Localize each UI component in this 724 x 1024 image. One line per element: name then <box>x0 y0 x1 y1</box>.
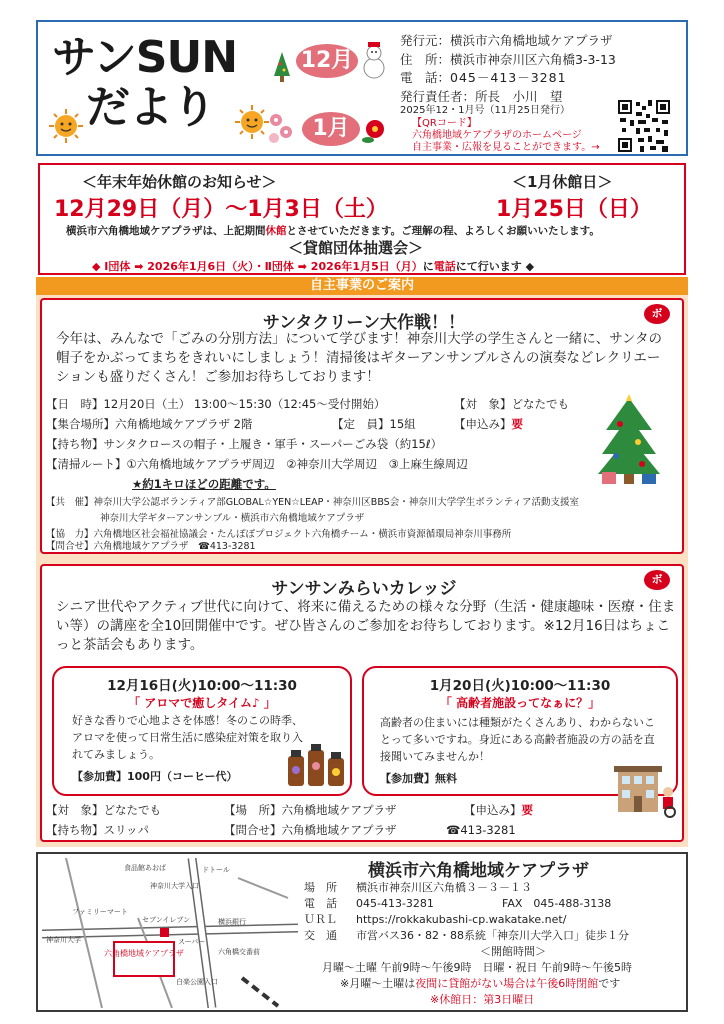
logo-line1: サンSUN <box>52 32 238 83</box>
footer-url-label: ＵＲＬ <box>304 913 337 926</box>
santa-date: 【日 時】12月20日（土） 13:00～15:30（12:45～受付開始） <box>46 397 386 411</box>
apology-pre: 横浜市六角橋地域ケアプラザは、上記期間 <box>66 225 266 237</box>
college-place: 【場 所】六角橋地域ケアプラザ <box>224 803 397 817</box>
footer-note-red: 夜間に貸館がない場合は午後6時閉館 <box>415 977 599 990</box>
lottery-end: にて行います ◆ <box>455 260 535 273</box>
footer-transit-label: 交 通 <box>304 929 337 942</box>
session-aroma <box>52 666 352 796</box>
session-aroma-fee <box>72 768 238 785</box>
sun-icon <box>48 108 84 144</box>
map-bank-label: 横浜銀行 <box>218 918 246 926</box>
session-aroma-fee-label: 【参加費】 <box>72 770 127 783</box>
session-facility-body: 高齢者の住まいには種類がたくさんあり、わからないことって多いですね。身近にある高齢者施設の方の話を直接聞いてみませんか！ <box>380 716 655 763</box>
santa-title: サンタクリーン大作戦！！ <box>262 313 466 333</box>
responsible-label: 発行責任者： <box>400 88 476 104</box>
address-label: 住 所： <box>400 51 451 67</box>
issue-info: 2025年12・1月号（11月25日発行） <box>400 105 570 116</box>
aroma-bottles-icon <box>284 740 348 790</box>
santa-intro: 今年は、みんなで「ごみの分別方法」について学びます！神奈川大学の学生さんと一緒に、サンタの帽子をかぶってまちをきれいにしましょう！清掃後はギターアンサンブルさんの演奏などレクリエーションも盛りだくさん！ご参加お待ちしております！ <box>56 331 663 385</box>
volunteer-badge-2: ボ <box>644 570 670 590</box>
newsletter-header <box>36 20 688 156</box>
snowman-icon <box>360 40 388 80</box>
map-plaza-label: 六角橋地域ケアプラザ <box>104 949 184 958</box>
mirai-college-card <box>40 564 684 842</box>
apology-red: 休館 <box>265 225 287 237</box>
santa-apply <box>454 416 523 433</box>
college-apply-value: 要 <box>521 803 533 817</box>
map-food-label: 食品館あおば <box>124 864 166 872</box>
footer-transit: 市営バス36・82・88系統「神奈川大学入口」徒歩１分 <box>356 929 629 942</box>
santa-contact: 【問合せ】六角橋地域ケアプラザ ☎413-3281 <box>46 541 256 552</box>
santa-route: 【清掃ルート】①六角橋地域ケアプラザ周辺 ②神奈川大学周辺 ③上麻生線周辺 <box>46 457 468 471</box>
session-aroma-title: 「 アロマで癒しタイム♪ 」 <box>128 696 276 710</box>
map-univ-label: 神奈川大学入口 <box>150 882 199 890</box>
session-aroma-fee-value: 100円（コーヒー代） <box>127 770 238 783</box>
footer-fax: FAX 045-488-3138 <box>502 897 612 910</box>
january-closed-heading: ＜1月休館日＞ <box>512 173 613 191</box>
santa-distance: ★約1キロほどの距離です。 <box>132 477 276 491</box>
santa-apply-label: 【申込み】 <box>454 417 512 431</box>
footer-note <box>340 976 620 992</box>
section-band: 自主事業のご案内 <box>36 277 688 295</box>
map-park-label: 白楽公園入口 <box>176 978 218 986</box>
santa-items: 【持ち物】サンタクロースの帽子・上履き・軍手・スーパーごみ袋（約15ℓ） <box>46 437 443 451</box>
santa-coop: 【協 力】六角橋地区社会福祉協議会・たんぽぽプロジェクト六角橋チーム・横浜市資源循環局神奈川事務所 <box>46 529 512 540</box>
santa-host-2: 神奈川大学ギターアンサンブル・横浜市六角橋地域ケアプラザ <box>100 513 365 524</box>
christmas-tree-illustration <box>598 394 660 486</box>
footer-info <box>36 852 688 1012</box>
lottery-tel: 電話 <box>433 260 456 273</box>
lottery-dates: ◆ Ⅰ団体 ➡ 2026年1月6日（火）・Ⅱ団体 ➡ 2026年1月5日（月） <box>92 260 423 273</box>
college-items: 【持ち物】スリッパ <box>46 823 150 837</box>
footer-url[interactable]: https://rokkakubashi-cp.wakatake.net/ <box>356 913 567 926</box>
college-intro: シニア世代やアクティブ世代に向けて、将来に備えるための様々な分野（生活・健康趣味・医療・住まい等）の講座を全10回開催中です。ぜひ皆さんのご参加をお待ちしております。※12月16日はちょこっと茶話会もあります。 <box>56 599 676 653</box>
footer-hours-heading: ＜開館時間＞ <box>480 945 546 958</box>
map-super-label: スーパー <box>178 938 206 946</box>
session-aroma-body: 好きな香りで心地よさを体感！冬のこの時季、アロマを使って日常生活に感染症対策を取り入れてみましょう。 <box>72 714 303 761</box>
responsible-value: 所長 小川 望 <box>475 88 563 104</box>
volunteer-badge: ボ <box>644 304 670 324</box>
plum-flower-icon <box>264 108 298 148</box>
footer-phone-label: 電 話 <box>304 897 337 910</box>
christmas-tree-icon <box>272 50 292 84</box>
lottery-heading: ＜貸館団体抽選会＞ <box>288 239 424 257</box>
college-title: サンサンみらいカレッジ <box>271 579 457 599</box>
qr-code[interactable] <box>616 98 672 154</box>
footer-closed-day: ※休館日：第3日曜日 <box>430 993 535 1006</box>
publisher-name: 横浜市六角橋地域ケアプラザ <box>450 33 613 48</box>
access-map <box>42 858 298 1008</box>
lottery-mid: に <box>422 260 434 273</box>
session-facility-fee-label: 【参加費】 <box>380 772 435 785</box>
footer-phone: 045-413-3281 <box>356 897 434 910</box>
session-facility-fee <box>380 770 457 787</box>
phone-label: 電 話： <box>400 70 451 85</box>
closure-notice <box>38 163 686 275</box>
month-badge-december: 12月 <box>296 44 358 78</box>
closure-apology <box>66 223 600 238</box>
session-facility-date: 1月20日(火)10:00～11:30 <box>429 678 611 694</box>
phone-value: 045－413－3281 <box>450 70 567 85</box>
camellia-icon <box>362 116 388 146</box>
santa-place: 【集合場所】六角橋地域ケアプラザ 2階 <box>46 417 253 431</box>
santa-target: 【対 象】どなたでも <box>454 397 569 411</box>
footer-note-pre: ※月曜～土曜は <box>340 977 416 990</box>
qr-label: 【QRコード】 <box>412 118 477 129</box>
address-value: 横浜市神奈川区六角橋3-3-13 <box>450 51 616 67</box>
footer-note-post: です <box>598 977 621 990</box>
publisher-label: 発行元： <box>400 33 451 48</box>
map-koban-label: 六角橋交番前 <box>218 948 260 956</box>
publisher-info <box>400 32 690 106</box>
santa-capacity: 【定 員】15組 <box>332 417 416 431</box>
session-aroma-date: 12月16日(火)10:00～11:30 <box>107 678 297 694</box>
logo-line2: だより <box>86 82 215 133</box>
apology-post: とさせていただきます。ご理解の程、よろしくお願いいたします。 <box>286 225 600 237</box>
january-closed-date: 1月25日（日） <box>496 197 652 222</box>
santa-host-1: 【共 催】神奈川大学公認ボランティア部GLOBAL☆YEN☆LEAP・神奈川区BBS会・神奈川大学学生ボランティア活動支援室 <box>46 497 579 508</box>
lottery-line <box>92 258 534 274</box>
closure-heading: ＜年末年始休館のお知らせ＞ <box>82 173 277 191</box>
footer-facility-name: 横浜市六角橋地域ケアプラザ <box>368 861 589 881</box>
footer-place: 横浜市神奈川区六角橋３－３－１３ <box>356 881 532 894</box>
map-dotoru-label: ドトール <box>202 866 230 874</box>
session-facility-title: 「 高齢者施設ってなぁに？」 <box>439 696 601 710</box>
footer-place-label: 場 所 <box>304 881 337 894</box>
college-contact: 【問合せ】六角橋地域ケアプラザ <box>224 823 397 837</box>
care-facility-icon <box>614 762 680 818</box>
map-kanadai-label: 神奈川大学 <box>46 936 81 944</box>
college-apply-label: 【申込み】 <box>464 803 522 817</box>
college-apply <box>464 802 533 819</box>
college-target: 【対 象】どなたでも <box>46 803 161 817</box>
month-badge-january: 1月 <box>302 112 360 146</box>
map-family-label: ファミリーマート <box>72 908 128 916</box>
college-tel: ☎413-3281 <box>446 823 516 837</box>
qr-note-2: 自主事業・広報を見ることができます。→ <box>412 142 600 153</box>
santa-clean-card <box>40 298 684 554</box>
santa-apply-value: 要 <box>511 417 523 431</box>
session-facility-fee-value: 無料 <box>435 772 457 785</box>
map-seven-label: セブンイレブン <box>142 916 191 924</box>
qr-note-1: 六角橋地域ケアプラザのホームページ <box>412 130 582 141</box>
footer-hours: 月曜～土曜 午前9時～午後9時 日曜・祝日 午前9時～午後5時 <box>322 961 632 974</box>
closure-dates: 12月29日（月）～1月3日（土） <box>54 197 388 222</box>
